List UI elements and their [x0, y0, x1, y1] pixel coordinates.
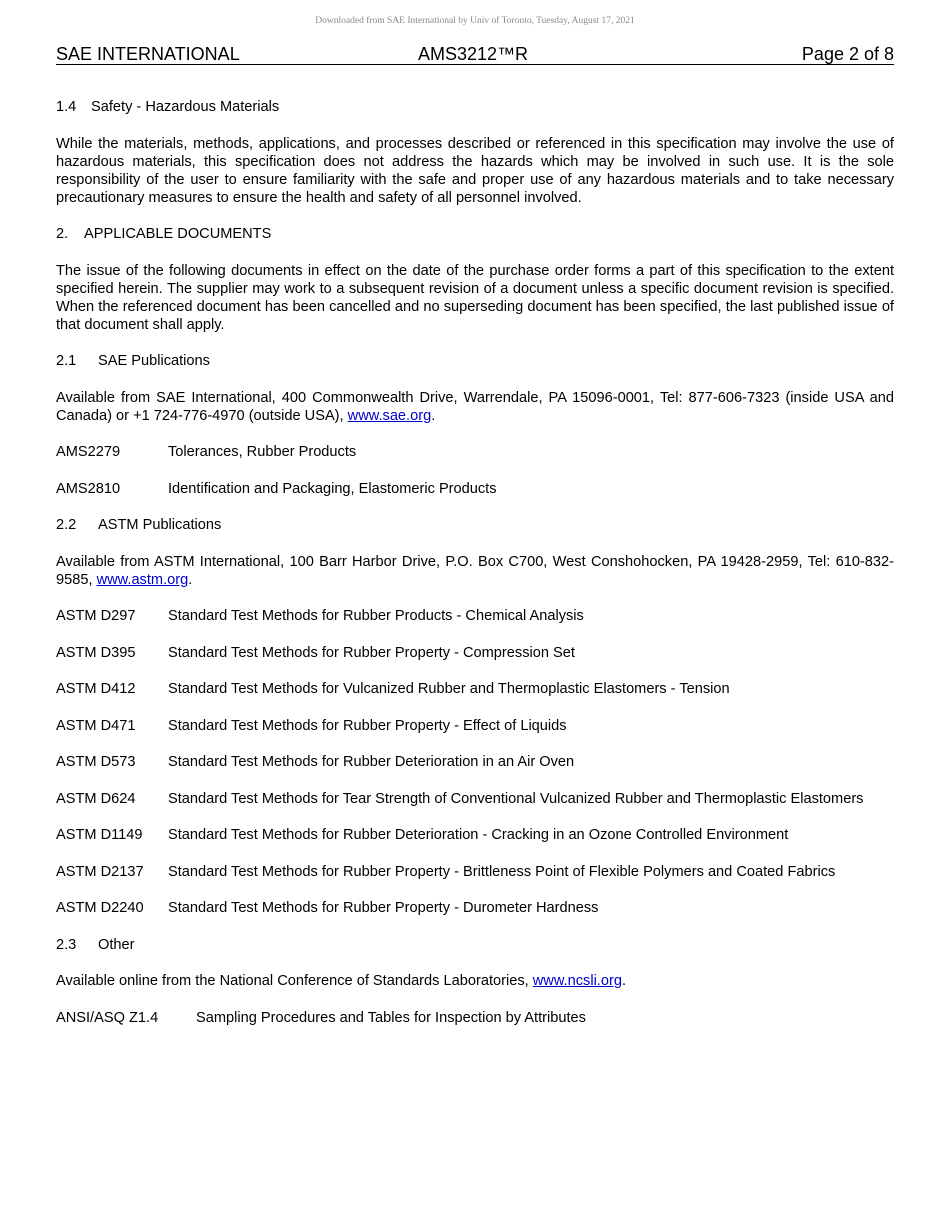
section-title: Safety - Hazardous Materials — [91, 99, 280, 115]
reference-document-code: ASTM D2137 — [56, 863, 144, 880]
section-1-4-body: While the materials, methods, applications, and processes described or referenced in this specification may involve the use of hazardous materials, this specification does not address the hazards which may be involved in such use. It is the sole responsibility of the user to ensure familiarity with the safe and proper use of any hazardous materials and to take necessary precautionary measures to ensure the health and safety of all personnel involved. — [56, 135, 894, 206]
reference-document-title: Standard Test Methods for Rubber Deterioration in an Air Oven — [168, 754, 575, 770]
section-number: 2.3 — [56, 936, 77, 953]
period: . — [431, 407, 436, 424]
section-2-1-heading — [56, 352, 894, 370]
reference-document-code: AMS2810 — [56, 480, 121, 497]
reference-document-row — [56, 863, 894, 881]
section-title: APPLICABLE DOCUMENTS — [84, 226, 272, 242]
reference-document-code: ASTM D624 — [56, 790, 136, 807]
section-title: ASTM Publications — [98, 517, 222, 533]
reference-document-code: ASTM D1149 — [56, 827, 143, 843]
reference-document-title: Tolerances, Rubber Products — [168, 444, 357, 460]
reference-document-title: Standard Test Methods for Rubber Property - Effect of Liquids — [168, 717, 567, 734]
section-2-heading — [56, 225, 894, 243]
reference-document-row — [56, 826, 894, 844]
reference-document-title: Standard Test Methods for Rubber Deterioration - Cracking in an Ozone Controlled Environment — [168, 827, 789, 843]
reference-document-code: ASTM D471 — [56, 717, 136, 734]
header-page-number: Page 2 of 8 — [801, 44, 894, 64]
period: . — [621, 973, 627, 989]
section-2-body: The issue of the following documents in effect on the date of the purchase order forms a part of this specification to the extent specified herein. The supplier may work to a subsequent revision of a document unless a specific document revision is specified. When the referenced document has been cancelled and no superseding document has been specified, the last published issue of that document shall apply. — [56, 262, 894, 333]
reference-document-code: ASTM D395 — [56, 644, 136, 661]
reference-document-title: Standard Test Methods for Rubber Products - Chemical Analysis — [168, 608, 584, 624]
astm-website-link[interactable]: www.astm.org — [96, 571, 189, 588]
availability-text: Available online from the National Conference of Standards Laboratories, — [56, 973, 533, 989]
reference-document-row — [56, 717, 894, 735]
reference-document-title: Standard Test Methods for Rubber Property - Compression Set — [168, 644, 575, 661]
reference-document-row — [56, 680, 894, 698]
reference-document-row — [56, 607, 894, 625]
reference-document-code: ASTM D412 — [56, 681, 136, 697]
section-title: SAE Publications — [98, 353, 210, 369]
ncsli-website-link[interactable]: www.ncsli.org — [532, 973, 622, 989]
reference-document-code: ASTM D2240 — [56, 900, 144, 916]
reference-document-title: Standard Test Methods for Vulcanized Rubber and Thermoplastic Elastomers - Tension — [168, 681, 730, 697]
reference-document-code: ASTM D573 — [56, 754, 136, 770]
section-2-2-availability — [56, 553, 894, 589]
availability-text: Available from SAE International, 400 Commonwealth Drive, Warrendale, PA 15096-0001, Tel: 877-606-7323 (inside USA and Canada) or +1 724-776-4970 (outside USA), — [56, 389, 894, 424]
sae-website-link[interactable]: www.sae.org — [347, 407, 432, 424]
reference-document-title: Standard Test Methods for Rubber Property - Durometer Hardness — [168, 900, 599, 916]
header-organization: SAE INTERNATIONAL — [56, 44, 240, 64]
section-2-1-availability — [56, 389, 894, 425]
reference-document-code: AMS2279 — [56, 444, 121, 460]
download-watermark: Downloaded from SAE International by Univ of Toronto, Tuesday, August 17, 2021 — [315, 16, 635, 26]
reference-document-title: Standard Test Methods for Tear Strength of Conventional Vulcanized Rubber and Thermoplastic Elastomers — [168, 790, 864, 807]
reference-document-row — [56, 790, 894, 808]
reference-document-code: ASTM D297 — [56, 608, 136, 624]
header-document-number: AMS3212™R — [418, 44, 529, 64]
reference-document-row — [56, 480, 894, 498]
reference-document-code: ANSI/ASQ Z1.4 — [56, 1009, 159, 1026]
section-1-4-heading — [56, 98, 894, 116]
section-number: 2.2 — [56, 517, 77, 533]
section-number: 1.4 — [56, 99, 77, 115]
reference-document-title: Sampling Procedures and Tables for Inspection by Attributes — [196, 1009, 586, 1026]
availability-text: Available from ASTM International, 100 Barr Harbor Drive, P.O. Box C700, West Conshohocken, PA 19428-2959, Tel: 610-832-9585, — [56, 553, 894, 588]
period: . — [188, 571, 193, 588]
reference-document-row — [56, 1009, 894, 1027]
reference-document-row — [56, 753, 894, 771]
section-2-3-availability — [56, 972, 894, 990]
reference-document-row — [56, 443, 894, 461]
section-number: 2.1 — [56, 353, 77, 369]
section-2-2-heading — [56, 516, 894, 534]
reference-document-title: Identification and Packaging, Elastomeric Products — [168, 480, 497, 497]
section-number: 2. — [56, 226, 69, 242]
document-body — [56, 98, 894, 1027]
reference-document-row — [56, 644, 894, 662]
section-title: Other — [98, 936, 135, 953]
reference-document-title: Standard Test Methods for Rubber Property - Brittleness Point of Flexible Polymers and Coated Fabrics — [168, 863, 836, 880]
reference-document-row — [56, 899, 894, 917]
section-2-3-heading — [56, 936, 894, 954]
page-header — [56, 44, 894, 65]
